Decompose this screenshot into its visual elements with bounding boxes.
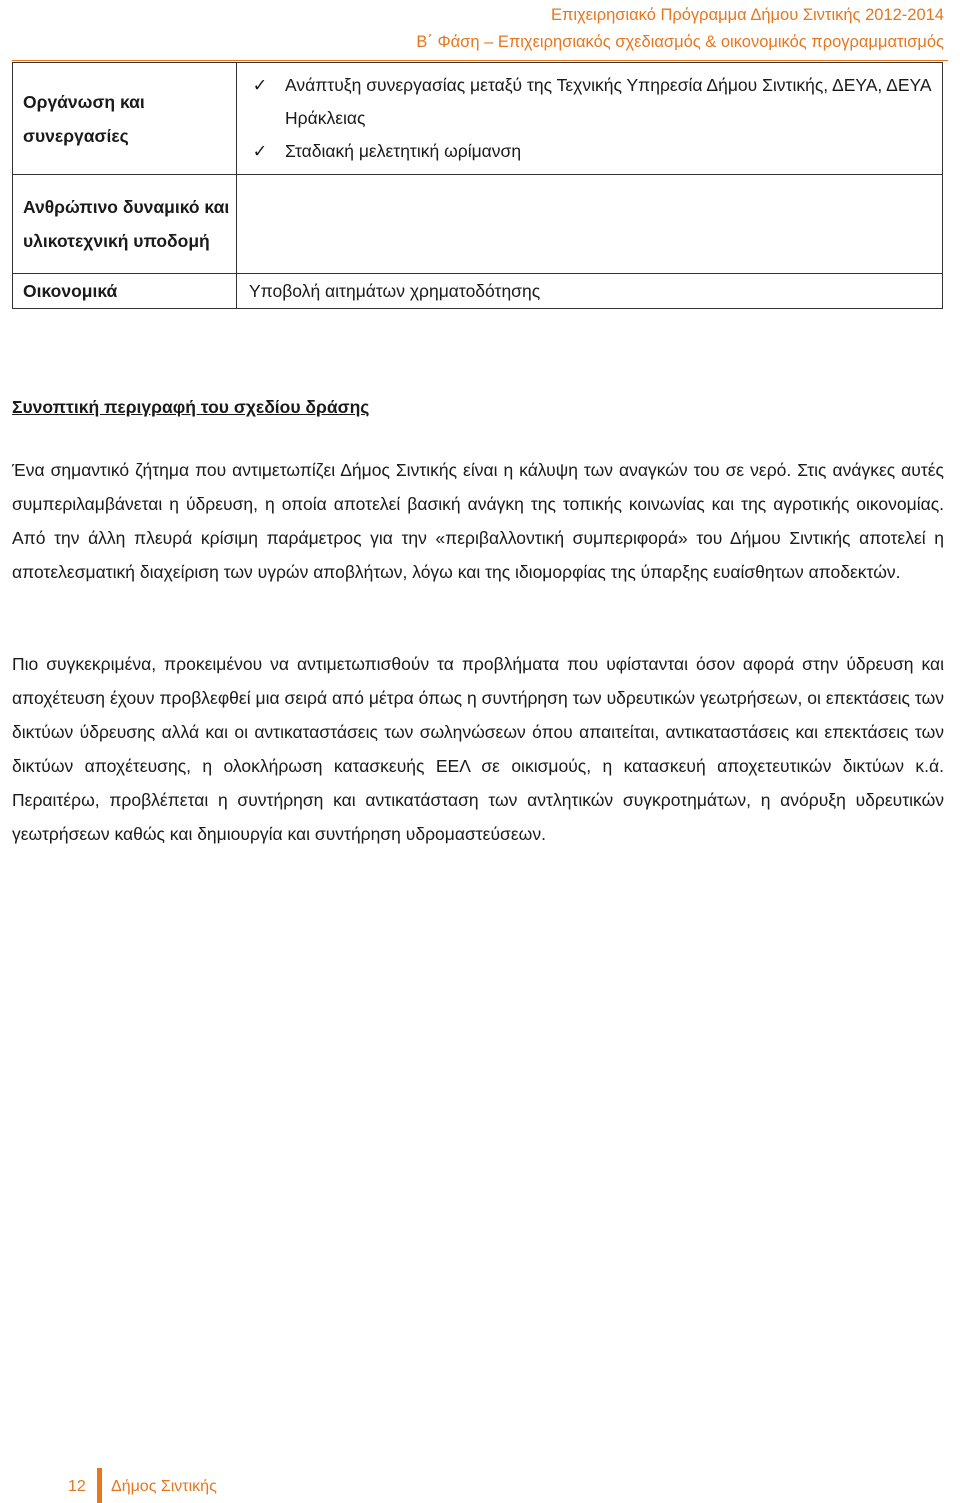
description-cell — [237, 63, 943, 175]
header-divider — [12, 60, 948, 61]
category-cell: Ανθρώπινο δυναμικό και υλικοτεχνική υποδομή — [13, 175, 237, 274]
organization-table — [12, 62, 943, 309]
header-subtitle: Β΄ Φάση – Επιχειρησιακός σχεδιασμός & οικονομικός προγραμματισμός — [416, 33, 944, 51]
description-cell — [237, 175, 943, 274]
paragraph: Πιο συγκεκριμένα, προκειμένου να αντιμετωπισθούν τα προβλήματα που υφίστανται όσον αφορά στην ύδρευση και αποχέτευση έχουν προβλεφθεί μια σειρά από μέτρα όπως η συντήρηση των υδρευτικών γεωτρήσεων, οι επεκτάσεις των δικτύων ύδρευσης αλλά και οι αντικαταστάσεις των σωληνώσεων όπου απαιτείται, αντικαταστάσεις και επεκτάσεις των δικτύων αποχέτευσης, η ολοκλήρωση κατασκευής ΕΕΛ σε οικισμούς, η κατασκευή αποχετευτικών δικτύων κ.ά. Περαιτέρω, προβλέπεται η συντήρηση και αντικατάσταση των αντλητικών συγκροτημάτων, η ανόρυξη υδρευτικών γεωτρήσεων καθώς και δημιουργία και συντήρηση υδρομαστεύσεων. — [12, 654, 944, 844]
section-title: Συνοπτική περιγραφή του σχεδίου δράσης — [12, 397, 370, 417]
description-cell: Υποβολή αιτημάτων χρηματοδότησης — [237, 274, 943, 309]
footer-divider — [97, 1468, 102, 1503]
list-item-text: Σταδιακή μελετητική ωρίμανση — [285, 141, 522, 161]
list-item-text: Ανάπτυξη συνεργασίας μεταξύ της Τεχνικής Υπηρεσία Δήμου Σιντικής, ΔΕΥΑ, ΔΕΥΑ Ηράκλειας — [285, 75, 931, 128]
checkmark-icon: ✓ — [252, 75, 268, 95]
table-row — [13, 63, 943, 175]
checkmark-icon: ✓ — [252, 141, 268, 161]
paragraph: Ένα σημαντικό ζήτημα που αντιμετωπίζει Δήμος Σιντικής είναι η κάλυψη των αναγκών του σε νερό. Στις ανάγκες αυτές συμπεριλαμβάνεται η ύδρευση, η οποία αποτελεί βασική ανάγκη της τοπικής κοινωνίας και της αγροτικής οικονομίας. Από την άλλη πλευρά κρίσιμη παράμετρος για την «περιβαλλοντική συμπεριφορά» του Δήμου Σιντικής αποτελεί η αποτελεσματική διαχείριση των υγρών αποβλήτων, λόγω και της ιδιομορφίας της ύπαρξης ευαίσθητων αποδεκτών. — [12, 460, 944, 582]
table-row — [13, 274, 943, 309]
page-header — [416, 2, 944, 56]
category-cell: Οικονομικά — [13, 274, 237, 309]
table-row — [13, 175, 943, 274]
footer-label: Δήμος Σιντικής — [111, 1478, 217, 1495]
page-number: 12 — [68, 1478, 86, 1495]
category-cell: Οργάνωση και συνεργασίες — [13, 63, 237, 175]
list-item — [249, 69, 942, 135]
list-item — [249, 135, 942, 168]
header-title: Επιχειρησιακό Πρόγραμμα Δήμου Σιντικής 2012-2014 — [550, 6, 944, 24]
